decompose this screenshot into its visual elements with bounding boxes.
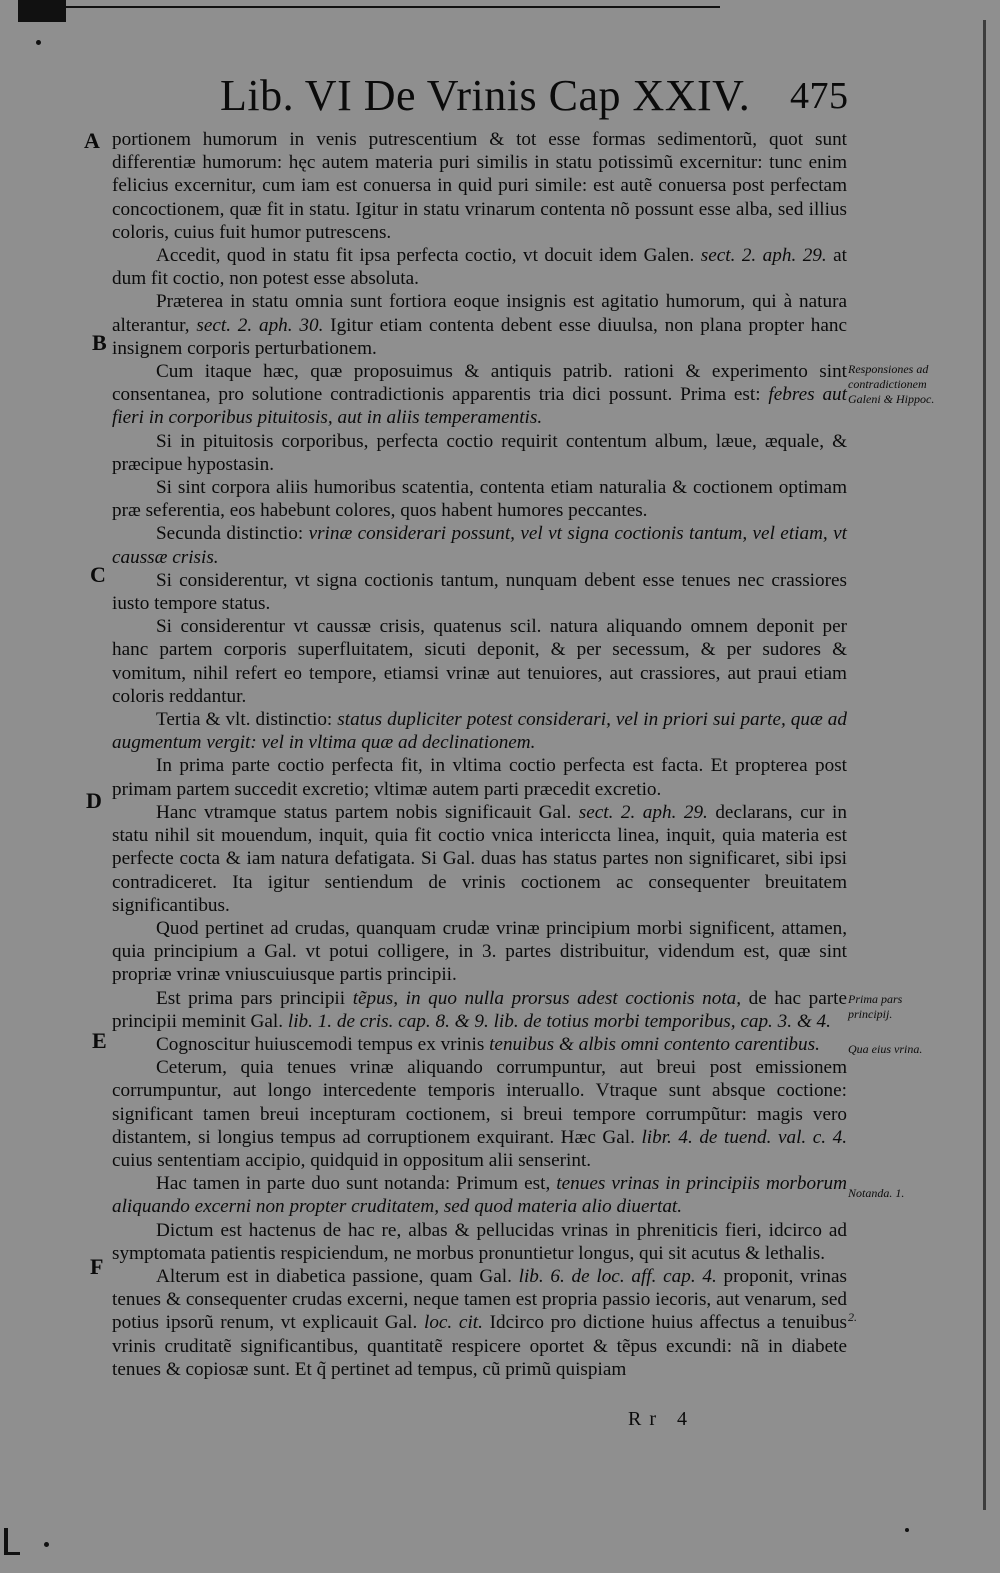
italic-run: tẽpus, in quo nulla prorsus adest coctionis nota, — [352, 987, 742, 1009]
text-run: Idcirco pro dictione huius affectus a tenuibus vrinis cruditatẽ significantibus, quantitatẽ respicere oportet & tẽpus excundi: nã in diabete tenues & copiosæ sunt. Et q̃ pertinet ad tempus, cũ primũ quispiam — [112, 1312, 848, 1380]
text-run: Cognoscitur huiuscemodi tempus ex vrinis — [156, 1033, 490, 1055]
paragraph-p6 — [112, 476, 847, 522]
text-run: Præterea in statu omnia sunt fortiora eoque insignis est agitatio humorum, qui à natura alterantur, — [112, 291, 847, 336]
side-note-responsiones: Responsiones ad contradictionem Galeni & Hippoc. — [848, 362, 935, 406]
paragraph-p3 — [112, 290, 847, 360]
paragraph-p5 — [112, 430, 847, 476]
side-note-prima-pars: Prima pars principij. — [848, 992, 903, 1021]
text-run: Dictum est hactenus de hac re, albas & pellucidas vrinas in phreniticis fieri, idcirco ad symptomata patientis respiciendum, ne morbus pronuntietur longus, qui sit acutus & lethalis. — [112, 1219, 847, 1264]
text-run: Quod pertinet ad crudas, quanquam crudæ vrinæ principium morbi significent, attamen, quia principium a Gal. vt potui colligere, in 3. partes distribuitur, videndum est, quæ sint propriæ vrinæ vniuscuiusque partis principii. — [112, 917, 847, 986]
text-run: In prima parte coctio perfecta fit, in vltima coctio perfecta est facta. Et propterea post primam partem succedit excretio; vltimæ autem parti præcedit excretio. — [112, 755, 847, 800]
text-run: Hanc vtramque status partem nobis significauit Gal. — [156, 801, 579, 823]
paragraph-p12 — [112, 801, 847, 917]
italic-run: status dupliciter potest considerari, vel in priori sui parte, quæ ad augmentum vergit: vel in vltima quæ ad declinationem. — [112, 709, 847, 754]
text-run: Accedit, quod in statu fit ipsa perfecta coctio, vt docuit idem Galen. — [156, 245, 701, 267]
text-run: Si considerentur, vt signa coctionis tantum, nunquam debent esse tenues nec crassiores iusto tempore status. — [112, 569, 847, 615]
paragraph-p18 — [112, 1219, 847, 1265]
text-run: Si in pituitosis corporibus, perfecta coctio requirit contentum album, læue, æquale, & præcipue hypostasin. — [112, 430, 847, 475]
text-run: proponit, vrinas tenues & consequenter crudas excerni, neque tamen est propria passio iecoris, aut venarum, sed potius ipsorũ renum, vt explicauit Gal. — [112, 1265, 847, 1334]
italic-run: sect. 2. aph. 29. — [700, 245, 827, 267]
text-run: Si considerentur vt caussæ crisis, quatenus scil. natura aliquando omnem deponit per hanc partem corporis superfluitatem, sicuti deponit, & per secessum, & per sudores & vomitum, nihil refert eo tempore, etiamsi vrinæ aut tenuiores, aut crassiores, aut praui etiam coloris reddantur. — [112, 616, 847, 707]
paragraph-p17 — [112, 1172, 847, 1218]
italic-run: lib. 1. de cris. cap. 8. & 9. lib. de totius morbi temporibus, cap. 3. & 4. — [287, 1010, 831, 1032]
scan-dot-bottom — [44, 1542, 49, 1547]
text-run: Hac tamen in parte duo sunt notanda: Primum est, — [156, 1173, 557, 1195]
paragraph-p7 — [112, 522, 847, 568]
running-head — [220, 70, 860, 122]
text-run: portionem humorum in venis putrescentium & tot esse formas sedimentorũ, quot sunt differentiæ humorum: hęc autem materia puri similis in statu potissimũ excernitur: tunc enim felicius excernitur, cum iam est conuersa in quid puri simile: est autẽ conuersa post perfectam concoctionem, quæ fit in statu. Igitur in statu vrinarum contenta nõ possunt esse alba, sed illius coloris, cuius fuit humor putrescens. — [112, 129, 847, 243]
page-edge — [983, 20, 986, 1510]
italic-run: sect. 2. aph. 30. — [196, 314, 324, 336]
italic-run: lib. 6. de loc. aff. cap. 4. — [518, 1265, 717, 1287]
paragraph-p16 — [112, 1056, 847, 1172]
text-run: Est prima pars principii — [156, 987, 353, 1009]
main-text — [112, 128, 847, 1381]
text-run: declarans, cur in statu nihil sit mouendum, inquit, quia fit coctio vnica intericcta linea, inquit, quia materia est perfecte cocta & iam natura defatigata. Si Gal. duas has status partes non significaret, sibi ipsi contradiceret. Ita igitur sentiendum de vrinis coctionem ac consequenter breuitatem significantibus. — [112, 801, 847, 916]
scan-dot-right — [905, 1528, 909, 1532]
margin-letter-d: D — [86, 788, 102, 813]
margin-letter-e: E — [92, 1028, 107, 1053]
scan-dot — [36, 40, 41, 45]
text-run: Alterum est in diabetica passione, quam Gal. — [156, 1265, 519, 1287]
margin-letter-b: B — [92, 330, 107, 355]
paragraph-p10 — [112, 708, 847, 754]
paragraph-p19 — [112, 1265, 847, 1381]
text-run: Tertia & vlt. distinctio: — [156, 709, 338, 731]
signature-mark: Rr 4 — [628, 1408, 695, 1430]
bottom-scan-mark-foot — [4, 1552, 20, 1555]
margin-letter-c: C — [90, 562, 106, 587]
paragraph-p13 — [112, 917, 847, 987]
paragraph-p4 — [112, 360, 847, 430]
paragraph-p11 — [112, 754, 847, 800]
paragraph-p14 — [112, 987, 847, 1033]
text-run: cuius sententiam accipio, quidquid in oppositum alii senserint. — [112, 1149, 592, 1171]
side-note-notanda: Notanda. 1. — [848, 1186, 905, 1200]
top-rule — [20, 6, 720, 8]
italic-run: libr. 4. de tuend. val. c. 4. — [641, 1126, 847, 1148]
margin-letter-f: F — [90, 1254, 104, 1279]
margin-letter-a: A — [84, 128, 100, 153]
italic-run: loc. cit. — [423, 1312, 483, 1334]
text-run: at dum fit coctio, non potest esse absoluta. — [112, 245, 847, 290]
text-run: Ceterum, quia tenues vrinæ aliquando corrumpuntur, aut breui post emissionem corrumpuntur, aut longo intercedente temporis interuallo. Vtraque sunt absque coctione: significant tamen breui incepturam coctionem, si breui tempore corrumpũtur: magis vero distantem, si longius tempus ad corruptionem exquirant. Hæc Gal. — [112, 1057, 847, 1148]
paragraph-p15 — [112, 1033, 847, 1056]
side-note-two: 2. — [848, 1310, 857, 1324]
italic-run: tenues vrinas in principiis morborum aliquando excerni non propter cruditatem, sed quod materia alio diuertat. — [112, 1173, 847, 1218]
text-run: Si sint corpora aliis humoribus scatentia, contenta etiam naturalia & coctionem optimam præ seferentia, eos habebunt colores, quos habent humores peccantes. — [112, 477, 847, 522]
running-head-title: Lib. VI De Vrinis Cap XXIV. — [220, 71, 751, 120]
italic-run: sect. 2. aph. 29. — [578, 801, 708, 823]
italic-run: vrinæ considerari possunt, vel vt signa coctionis tantum, vel etiam, vt caussæ crisis. — [112, 523, 847, 568]
paragraph-p1 — [112, 128, 847, 244]
paragraph-p9 — [112, 615, 847, 708]
paragraph-p8 — [112, 569, 847, 615]
paragraph-p2 — [112, 244, 847, 290]
page-number: 475 — [790, 75, 849, 117]
italic-run: tenuibus & albis omni contento carentibus. — [489, 1033, 820, 1055]
text-run: Cum itaque hæc, quæ proposuimus & antiquis patrib. rationi & experimento sint consentanea, pro solutione contradictionis apparentis tria dici possunt. Prima est: — [112, 361, 847, 406]
bottom-scan-mark — [4, 1528, 8, 1554]
top-scan-mark — [18, 0, 66, 22]
italic-run: febres aut fieri in corporibus pituitosis, aut in aliis temperamentis. — [112, 384, 847, 429]
text-run: de hac parte principii meminit Gal. — [112, 987, 847, 1032]
side-note-qua-eius: Qua eius vrina. — [848, 1042, 923, 1056]
text-run: Igitur etiam contenta debent esse diuulsa, non plana propter hanc insignem corporis perturbationem. — [112, 314, 847, 359]
text-run: Secunda distinctio: — [156, 523, 309, 545]
